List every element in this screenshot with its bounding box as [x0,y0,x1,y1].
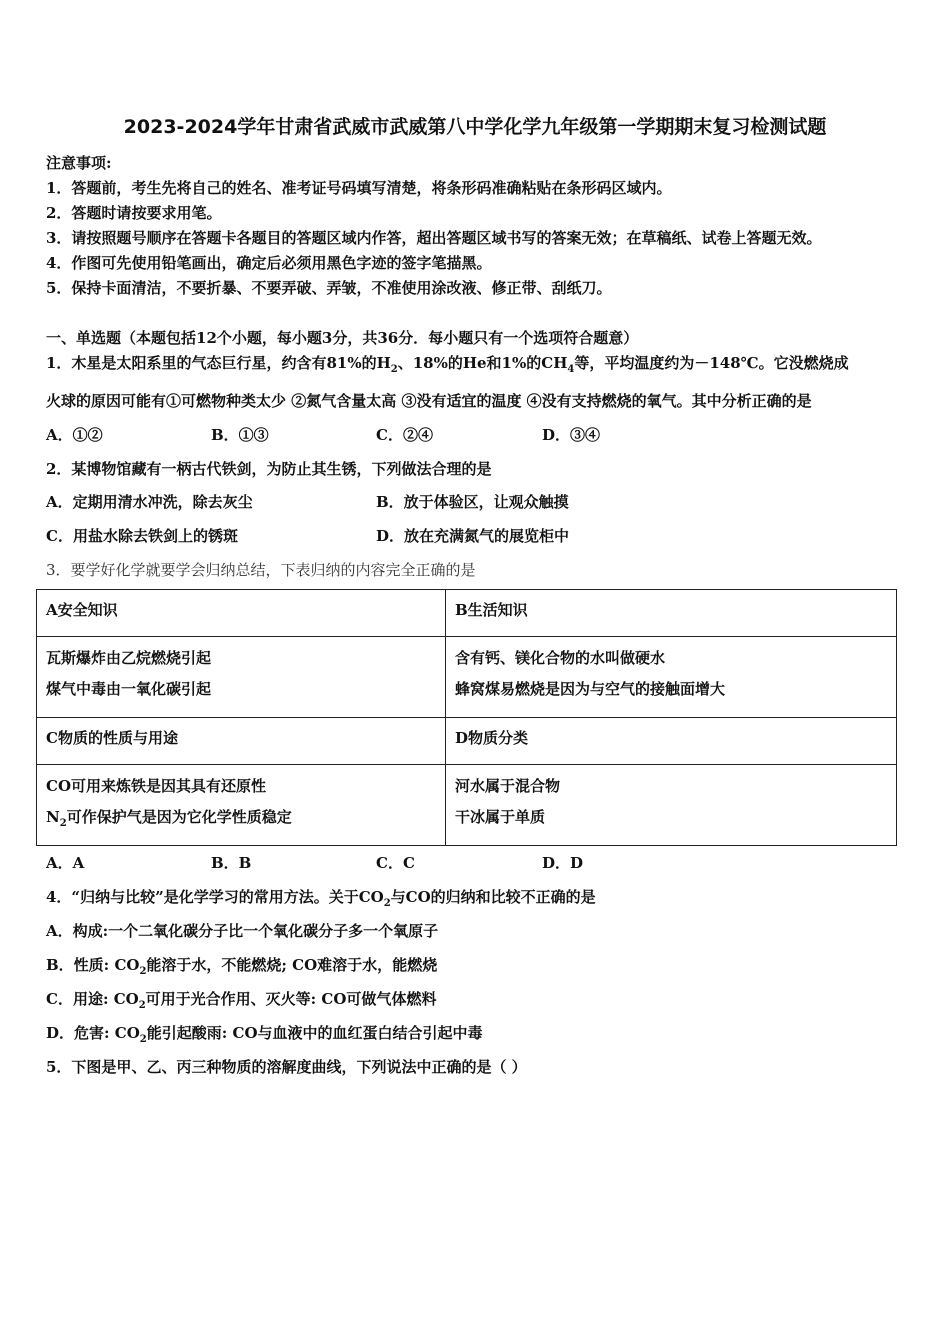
option-b[interactable]: B．B [211,854,252,872]
notice-item: 2．答题时请按要求用笔。 [46,204,222,222]
table-cell-c-head: C物质的性质与用途 [37,718,446,765]
question-1-stem-line2: 火球的原因可能有①可燃物种类太少 ②氮气含量太高 ③没有适宜的温度 ④没有支持燃烧的氧气。其中分析正确的是 [46,392,812,410]
table-cell-c-body: CO可用来炼铁是因其具有还原性 $N_2$可作保护气是因为它化学性质稳定 [37,765,446,846]
table-cell-a-head: A安全知识 [37,590,446,637]
table-cell-d-body: 河水属于混合物 干冰属于单质 [446,765,897,846]
table-cell-d-head: D物质分类 [446,718,897,765]
question-2-stem: 2．某博物馆藏有一柄古代铁剑，为防止其生锈，下列做法合理的是 [46,460,492,478]
option-d[interactable]: D．放在充满氮气的展览柜中 [376,527,570,545]
table-cell-a-body: 瓦斯爆炸由乙烷燃烧引起 煤气中毒由一氧化碳引起 [37,637,446,718]
notice-item: 4．作图可先使用铅笔画出，确定后必须用黑色字迹的签字笔描黑。 [46,254,492,272]
question-4-stem: 4．“归纳与比较”是化学学习的常用方法。关于$CO_2$与CO的归纳和比较不正确的是 [46,888,596,909]
question-5-stem: 5．下图是甲、乙、丙三种物质的溶解度曲线，下列说法中正确的是（ ） [46,1058,527,1076]
option-c[interactable]: C．C [376,854,415,872]
option-d[interactable]: D．D [542,854,584,872]
option-b[interactable]: B．①③ [211,426,269,444]
page-title: 2023-2024学年甘肃省武威市武威第八中学化学九年级第一学期期末复习检测试题 [123,116,827,138]
table-cell-b-head: B生活知识 [446,590,897,637]
option-d[interactable]: D．③④ [542,426,601,444]
option-c[interactable]: C．用盐水除去铁剑上的锈斑 [46,527,238,545]
question-1-stem: 1．木星是太阳系里的气态巨行星，约含有81%的$H_2$、18%的He和1%的$CH_4$等，平均温度约为－148℃。它没燃烧成 [46,354,849,375]
option-c[interactable]: C．用途: $CO_2$可用于光合作用、灭火等: CO可做气体燃料 [46,990,437,1011]
section-heading: 一、单选题（本题包括12个小题，每小题3分，共36分．每小题只有一个选项符合题意） [46,329,639,347]
option-a[interactable]: A．A [46,854,85,872]
option-b[interactable]: B．放于体验区，让观众触摸 [376,493,569,511]
table-cell-b-body: 含有钙、镁化合物的水叫做硬水 蜂窝煤易燃烧是因为与空气的接触面增大 [446,637,897,718]
option-a[interactable]: A．定期用清水冲洗，除去灰尘 [46,493,253,511]
notice-item: 3．请按照题号顺序在答题卡各题目的答题区域内作答，超出答题区域书写的答案无效；在草稿纸、试卷上答题无效。 [46,229,822,247]
notice-item: 5．保持卡面清洁，不要折暴、不要弄破、弄皱，不准使用涂改液、修正带、刮纸刀。 [46,279,612,297]
summary-table [36,589,897,846]
notice-item: 1．答题前，考生先将自己的姓名、准考证号码填写清楚，将条形码准确粘贴在条形码区域内。 [46,179,672,197]
question-3-stem: 3．要学好化学就要学会归纳总结，下表归纳的内容完全正确的是 [46,561,476,579]
option-d[interactable]: D．危害: $CO_2$能引起酸雨: CO与血液中的血红蛋白结合引起中毒 [46,1024,483,1045]
option-b[interactable]: B．性质: $CO_2$能溶于水，不能燃烧; CO难溶于水，能燃烧 [46,956,438,977]
option-a[interactable]: A．构成:一个二氧化碳分子比一个氧化碳分子多一个氧原子 [46,922,439,940]
notice-heading: 注意事项: [46,154,112,172]
option-c[interactable]: C．②④ [376,426,433,444]
option-a[interactable]: A．①② [46,426,103,444]
